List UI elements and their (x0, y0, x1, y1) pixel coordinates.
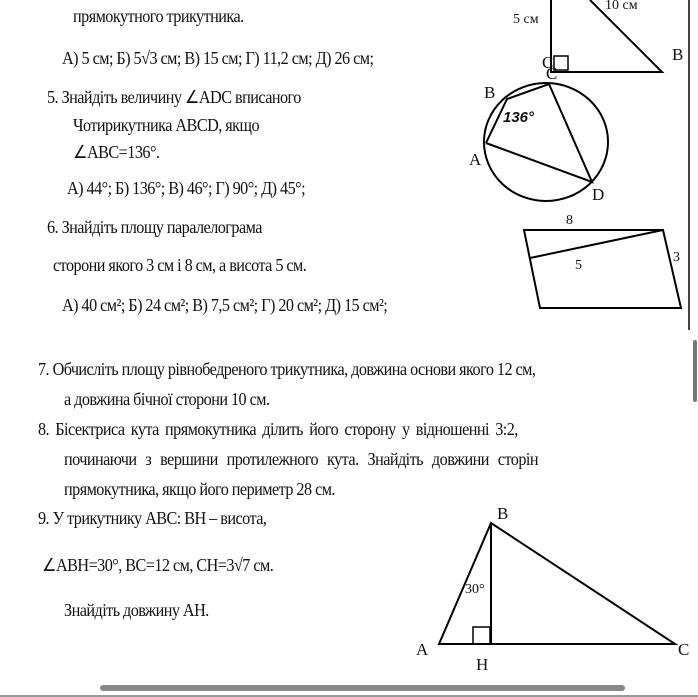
q9-vertex-b: B (497, 504, 509, 523)
q4-vertex-c: C (542, 53, 554, 72)
q8-line3: прямокутника, якщо його периметр 28 см. (64, 479, 335, 499)
q6-line1: 6. Знайдіть площу паралелограма (47, 217, 262, 237)
q4-answers: А) 5 см; Б) 5√3 см; В) 15 см; Г) 11,2 см; Д) 26 см; (62, 48, 374, 68)
q5-vertex-a: A (469, 150, 482, 169)
q5-vertex-b: B (484, 83, 496, 102)
q9-angle-label: 30° (465, 582, 485, 597)
q4-hyp-label: 10 см (605, 0, 638, 13)
q9-vertex-a: A (416, 640, 429, 659)
q6-top-label: 8 (566, 213, 573, 228)
q6-answers: А) 40 см²; Б) 24 см²; В) 7,5 см²; Г) 20 см²; Д) 15 см²; (62, 295, 388, 315)
q4-text-end: прямокутного трикутника. (73, 6, 244, 26)
page-right-edge (688, 0, 690, 330)
q4-vertex-b: B (672, 45, 684, 64)
q9-vertex-c: C (678, 640, 690, 659)
q8-line2: починаючи з вершини протилежного кута. Знайдіть довжини сторін (64, 449, 538, 469)
q5-line3: ∠ABC=136°. (73, 142, 160, 162)
q6-line2: сторони якого 3 см і 8 см, а висота 5 см. (53, 255, 307, 275)
q6-side-label: 3 (673, 250, 680, 265)
q9-line1: 9. У трикутнику ABC: BH – висота, (38, 508, 267, 528)
q4-side-label: 5 см (513, 12, 539, 27)
q5-vertex-c: C (546, 64, 558, 83)
q7-line2: а довжина бічної сторони 10 см. (64, 389, 270, 409)
vertical-scrollbar[interactable] (693, 340, 697, 402)
q9-vertex-h: H (476, 655, 489, 674)
q5-line2: Чотирикутника ABCD, якщо (73, 115, 260, 135)
q9-line2: ∠ABH=30°, BC=12 см, CH=3√7 см. (42, 555, 274, 575)
q5-angle-label: 136° (503, 109, 535, 126)
q5-line1: 5. Знайдіть величину ∠ADC вписаного (47, 87, 301, 107)
q8-line1: 8. Бісектриса кута прямокутника ділить його сторону у відношенні 3:2, (38, 419, 518, 439)
q9-line3: Знайдіть довжину AH. (64, 600, 209, 620)
horizontal-scrollbar[interactable] (100, 685, 625, 691)
q7-line1: 7. Обчисліть площу рівнобедреного трикутника, довжина основи якого 12 см, (38, 359, 536, 379)
q5-vertex-d: D (592, 185, 605, 204)
q6-height-label: 5 (575, 258, 582, 273)
q5-answers: А) 44°; Б) 136°; В) 46°; Г) 90°; Д) 45°; (67, 178, 306, 198)
